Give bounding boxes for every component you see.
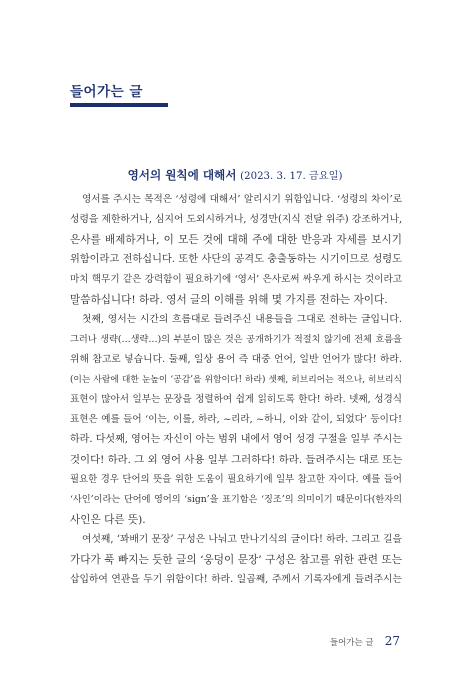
body-line: 가다가 푹 빠지는 듯한 글의 ‘웅덩이 문장’ 구성은 참고를 위한 관련 또는: [70, 554, 402, 566]
page-footer: [330, 630, 400, 649]
chapter-title-underline: [70, 103, 168, 107]
body-text: [70, 190, 402, 590]
body-line: 말씀하십니다! 하라. 영서 글의 이해를 위해 몇 가지를 전하는 자이다.: [70, 294, 388, 306]
body-line: 그러나 생략(…생략…)의 부분이 많은 것은 공개하기가 적절치 않기에 전체 흐름을: [70, 334, 402, 345]
body-line: 사인은 다른 뜻).: [70, 514, 146, 526]
body-line: 삽입하여 연관을 두기 위함이다! 하라. 일곱째, 주께서 기록자에게 들려주시는: [70, 574, 402, 585]
body-line: 위해 참고로 넣습니다. 둘째, 일상 용어 즉 대중 언어, 일반 언어가 많다! 하라.: [70, 354, 402, 365]
body-line: 것이다! 하라. 그 외 영어 사용 일부 그러하다! 하라. 들려주시는 대로 또는: [70, 454, 403, 466]
running-title: 들어가는 글: [329, 638, 374, 648]
body-line: 표현은 예를 들어 ‘이는, 이를, 하라, ~리라, ~하니, 이와 같이, 되었다’ 등이다!: [70, 414, 402, 425]
body-line: 표현이 많아서 일부는 문장을 정렬하여 쉽게 읽히도록 한다! 하라. 넷째, 성경식: [70, 394, 402, 405]
body-line: 마치 핵무기 같은 강력함이 필요하기에 ‘영서’ 은사로써 싸우게 하시는 것이라고: [70, 274, 402, 285]
body-line: 여섯째, ‘꽈배기 문장’ 구성은 나눠고 만나기식의 글이다! 하라. 그리고 길을: [82, 534, 402, 545]
section-date: (2023. 3. 17. 금요일): [240, 171, 343, 182]
chapter-header: [70, 84, 190, 110]
section-heading: [70, 168, 400, 184]
chapter-title: 들어가는 글: [70, 84, 143, 100]
page-number: 27: [384, 634, 400, 648]
body-line: 하라. 다섯째, 영어는 자신이 아는 범위 내에서 영어 성경 구절을 일부 주시는: [70, 434, 402, 445]
body-line: 성령을 제한하거나, 심지어 도외시하거나, 성경만(지식 전달 위주) 강조하거나,: [70, 214, 403, 225]
body-line: 필요한 경우 단어의 뜻을 위한 도움이 필요하기에 일부 참고한 자이다. 예를 들어: [70, 474, 402, 485]
body-line: 영서를 주시는 목적은 ‘성령에 대해서’ 알리시기 위함입니다. ‘성령의 차이’로: [82, 194, 402, 205]
body-line: 첫째, 영서는 시간의 흐름대로 들려주신 내용들을 그대로 전하는 글입니다.: [82, 314, 402, 325]
body-line: 위함이라고 전하십니다. 또한 사단의 공격도 충출동하는 시기이므로 성령도: [70, 254, 402, 265]
section-title: 영서의 원칙에 대해서: [127, 168, 237, 182]
body-line: ‘사인’이라는 단어에 영어의 ‘sign’을 표기함은 ‘징조’의 의미이기 때문이다(한자의: [70, 494, 402, 505]
body-line: 은사를 배제하거나, 이 모든 것에 대해 주에 대한 반응과 자세를 보시기: [70, 234, 402, 246]
body-line: (이는 사람에 대한 눈높이 ‘공감’을 위함이다! 하라) 셋째, 히브리어는 적으나, 히브리식: [70, 375, 402, 385]
